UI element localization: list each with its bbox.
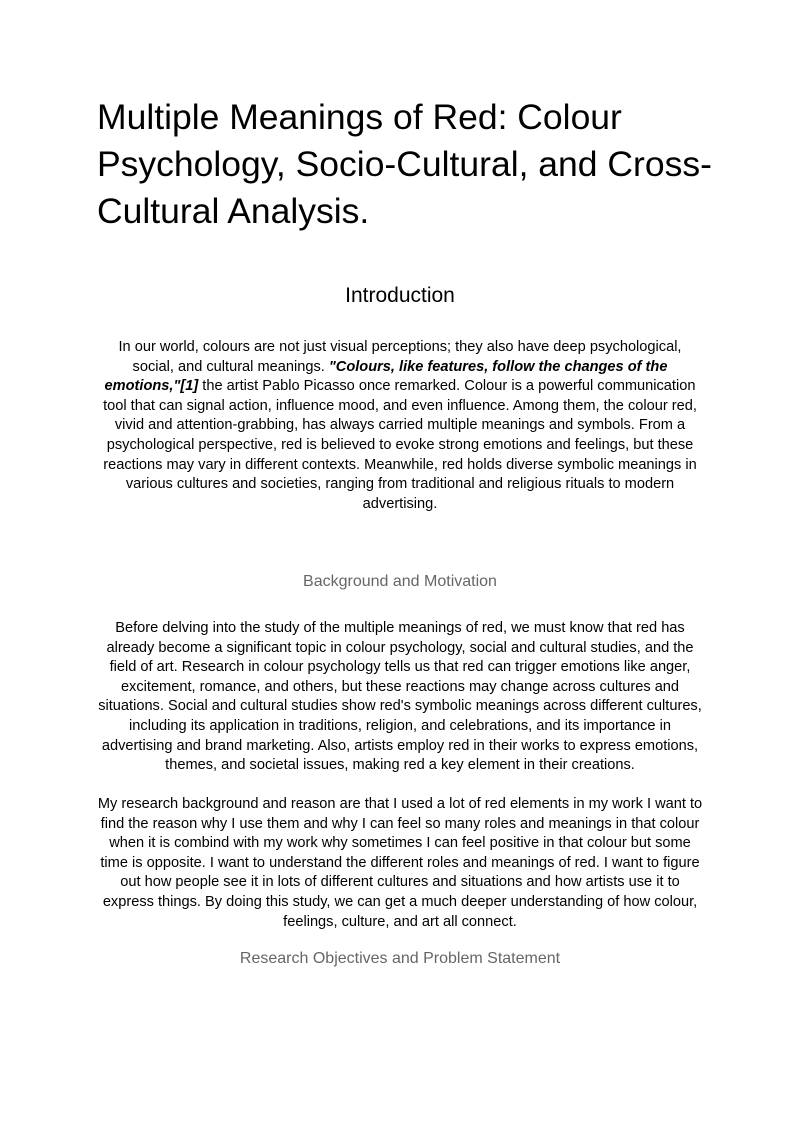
objectives-heading: Research Objectives and Problem Statement bbox=[239, 950, 561, 967]
picasso-quote: "Colours, like features, follow the changes of the emotions,"[1] bbox=[104, 358, 668, 395]
background-heading: Background and Motivation bbox=[303, 573, 497, 590]
introduction-paragraph bbox=[97, 338, 703, 514]
introduction-text-start: In our world, colours are not just visual perceptions; they also have deep psychological, social, and cultural meanings. bbox=[118, 339, 682, 375]
background-paragraph-1: Before delving into the study of the multiple meanings of red, we must know that red has already become a significant topic in colour psychology, social and cultural studies, and the field of art. Research in colour psychology tells us that red can trigger emotions like anger, excitement, romance, and others, but these reactions may change across cultures and situations. Social and cultural studies show red's symbolic meanings across different cultures, including its application in traditions, religion, and celebrations, and its importance in advertising and brand marketing. Also, artists employ red in their works to express emotions, themes, and societal issues, making red a key element in their creations. bbox=[98, 620, 702, 774]
introduction-heading: Introduction bbox=[345, 284, 455, 307]
background-paragraph-2: My research background and reason are that I used a lot of red elements in my work I want to find the reason why I use them and why I can feel so many roles and meanings in that colour when it is combind with my work why sometimes I can feel positive in that colour but some time is opposite. I want to understand the different roles and meanings of red. I want to figure out how people see it in lots of different cultures and situations and how artists use it to express things. By doing this study, we can get a much deeper understanding of how colour, feelings, culture, and art all connect. bbox=[97, 796, 703, 930]
document-title: Multiple Meanings of Red: Colour Psychology, Socio-Cultural, and Cross-Cultural Analysis. bbox=[97, 97, 712, 231]
introduction-text-end: the artist Pablo Picasso once remarked. Colour is a powerful communication tool that can signal action, influence mood, and even influence. Among them, the colour red, vivid and attention-grabbing, has always carried multiple meanings and symbols. From a psychological perspective, red is believed to evoke strong emotions and feelings, but these reactions may vary in different contexts. Meanwhile, red holds diverse symbolic meanings in various cultures and societies, ranging from traditional and religious rituals to modern advertising. bbox=[103, 378, 697, 512]
